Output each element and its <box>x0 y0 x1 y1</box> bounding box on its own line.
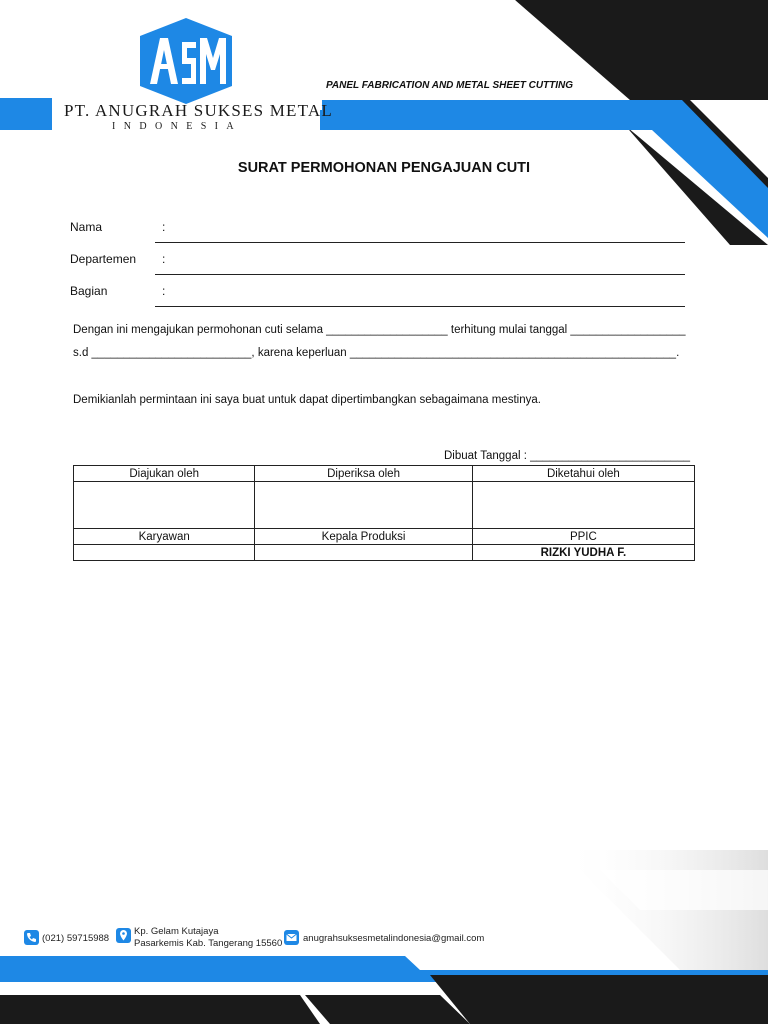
location-pin-icon <box>116 928 131 943</box>
field-label-bagian: Bagian <box>70 284 108 298</box>
signature-space[interactable] <box>74 482 255 529</box>
signature-header-checked: Diperiksa oleh <box>255 466 472 482</box>
field-label-nama: Nama <box>70 220 103 234</box>
signature-role-production-head: Kepala Produksi <box>255 529 472 545</box>
footer-address-line2: Pasarkemis Kab. Tangerang 15560 <box>134 938 283 949</box>
field-colon: : <box>162 284 166 298</box>
signature-name-production-head[interactable] <box>255 545 472 561</box>
logo-icon <box>140 18 232 104</box>
signature-role-employee: Karyawan <box>74 529 255 545</box>
signature-name-employee[interactable] <box>74 545 255 561</box>
field-line-bagian[interactable] <box>155 306 685 307</box>
field-line-departemen[interactable] <box>155 274 685 275</box>
envelope-icon <box>284 930 299 945</box>
company-subtitle: INDONESIA <box>112 121 243 132</box>
signature-role-ppic: PPIC <box>472 529 694 545</box>
signature-space[interactable] <box>472 482 694 529</box>
closing-paragraph: Demikianlah permintaan ini saya buat untuk dapat dipertimbangkan sebagaimana mestinya. <box>73 394 541 406</box>
footer-address-line1: Kp. Gelam Kutajaya <box>134 926 219 937</box>
signature-header-submitted: Diajukan oleh <box>74 466 255 482</box>
document-title: SURAT PERMOHONAN PENGAJUAN CUTI <box>237 160 531 176</box>
field-line-nama[interactable] <box>155 242 685 243</box>
phone-icon <box>24 930 39 945</box>
footer-phone: (021) 59715988 <box>42 933 110 944</box>
signature-name-ppic: RIZKI YUDHA F. <box>472 545 694 561</box>
field-colon: : <box>162 220 166 234</box>
field-colon: : <box>162 252 166 266</box>
signature-table <box>73 465 695 561</box>
company-name: PT. ANUGRAH SUKSES METAL <box>64 101 333 120</box>
footer-email[interactable]: anugrahsuksesmetalindonesia@gmail.com <box>303 933 485 944</box>
signature-header-acknowledged: Diketahui oleh <box>472 466 694 482</box>
date-created-line: Dibuat Tanggal : _________________________ <box>444 450 690 462</box>
signature-space[interactable] <box>255 482 472 529</box>
company-tagline: PANEL FABRICATION AND METAL SHEET CUTTING <box>326 80 574 91</box>
request-paragraph-line1: Dengan ini mengajukan permohonan cuti selama ___________________ terhitung mulai tanggal __________________ <box>73 324 686 336</box>
field-label-departemen: Departemen <box>70 252 137 266</box>
request-paragraph-line2: s.d _________________________, karena keperluan ___________________________________________________. <box>73 347 680 359</box>
